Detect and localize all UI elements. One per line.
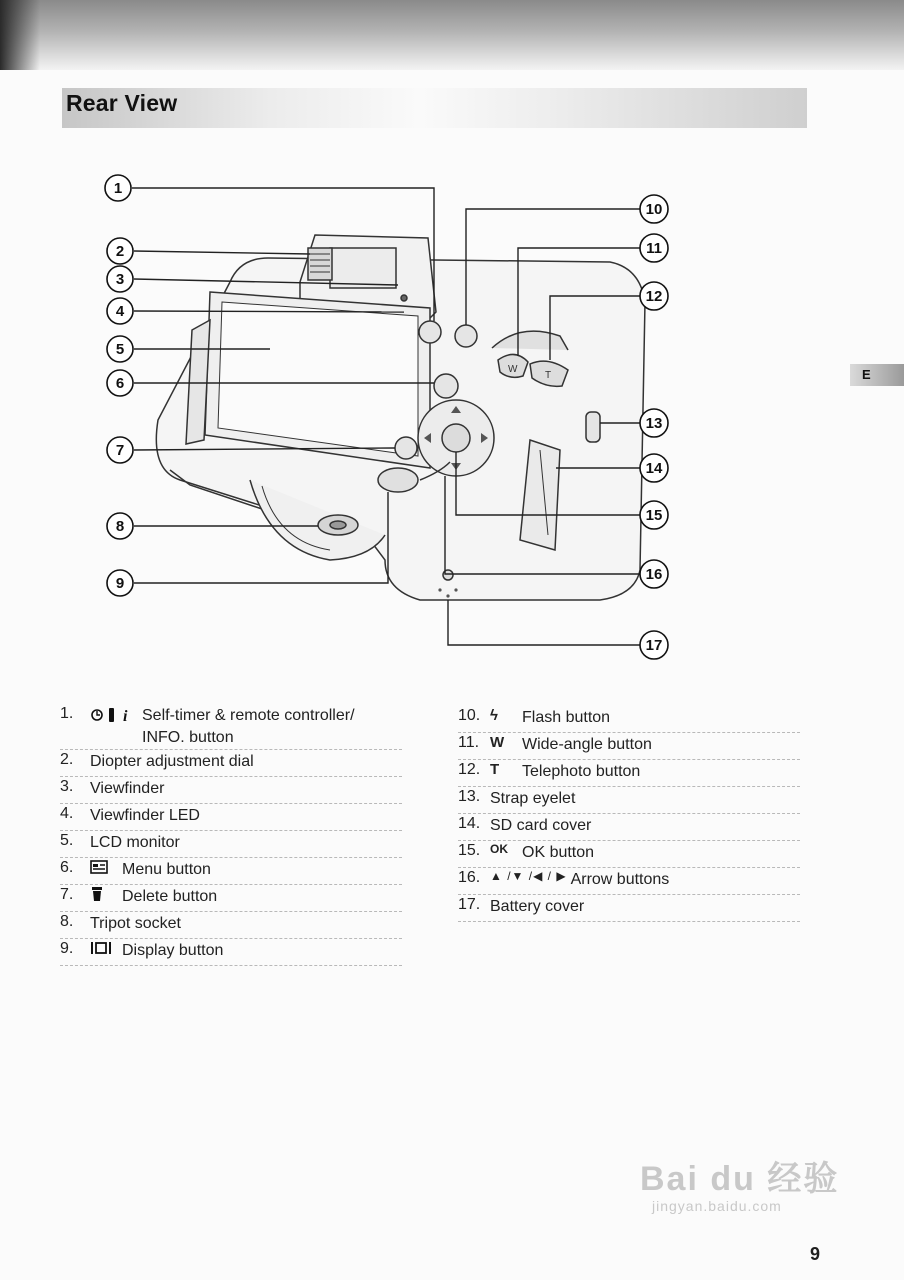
legend-item-7 — [60, 885, 402, 912]
legend-item-15 — [458, 841, 800, 868]
display-icon — [90, 940, 122, 956]
svg-text:i: i — [123, 708, 128, 725]
legend-item-12 — [458, 760, 800, 787]
callout-label: 14 — [645, 460, 663, 477]
callout-label: 2 — [115, 243, 125, 260]
legend-item-11 — [458, 733, 800, 760]
item-text: Strap eyelet — [490, 790, 576, 807]
callout-12 — [640, 282, 668, 310]
item-text: Self-timer & remote controller/ — [142, 707, 355, 724]
flash-icon: ϟ — [490, 707, 498, 724]
arrow-icons: ▲ /▼ /◀ / ▶ — [490, 869, 567, 883]
callout-label: 15 — [645, 507, 663, 524]
callout-5 — [107, 336, 133, 362]
legend-right — [458, 706, 800, 922]
item-number: 16. — [458, 869, 481, 886]
item-number: 10. — [458, 707, 481, 724]
item-text: Flash button — [522, 709, 611, 726]
legend-item-3 — [60, 777, 402, 804]
item-text: Delete button — [122, 888, 218, 905]
telephoto-icon: T — [490, 761, 500, 778]
item-text: Battery cover — [490, 898, 585, 915]
wide-angle-icon: W — [490, 734, 505, 751]
callout-label: 12 — [645, 288, 663, 305]
item-text: LCD monitor — [90, 834, 180, 851]
callout-label: 8 — [115, 518, 125, 535]
legend-item-5 — [60, 831, 402, 858]
callout-17 — [640, 631, 668, 659]
item-text: SD card cover — [490, 817, 592, 834]
legend-item-13 — [458, 787, 800, 814]
watermark-url: jingyan.baidu.com — [652, 1198, 782, 1214]
item-text-continued: INFO. button — [142, 729, 234, 746]
legend-item-17 — [458, 895, 800, 922]
item-number: 8. — [60, 913, 74, 930]
scanned-top-band — [0, 0, 904, 70]
callout-2 — [107, 238, 133, 264]
item-number: 14. — [458, 815, 481, 832]
self-timer-remote-info-icons — [90, 705, 142, 725]
callout-label: 1 — [113, 180, 123, 197]
item-text: Tripot socket — [90, 915, 181, 932]
item-text: Wide-angle button — [522, 736, 652, 753]
legend-item-10 — [458, 706, 800, 733]
callout-15 — [640, 501, 668, 529]
ok-icon: OK — [490, 842, 508, 856]
callout-label: 11 — [646, 240, 662, 257]
legend-item-2 — [60, 750, 402, 777]
callout-9 — [107, 570, 133, 596]
legend-item-1 — [60, 704, 402, 750]
callout-label: 5 — [115, 341, 125, 358]
callout-label: 10 — [645, 201, 663, 218]
callout-label: 13 — [645, 415, 663, 432]
item-text: Viewfinder — [90, 780, 165, 797]
item-number: 2. — [60, 751, 74, 768]
callout-16 — [640, 560, 668, 588]
callout-3 — [107, 266, 133, 292]
camera-rear-diagram — [0, 150, 904, 670]
legend-left — [60, 704, 402, 966]
callout-7 — [107, 437, 133, 463]
callout-label: 4 — [115, 303, 125, 320]
item-number: 4. — [60, 805, 74, 822]
item-number: 15. — [458, 842, 481, 859]
trash-icon — [90, 886, 122, 902]
item-number: 3. — [60, 778, 74, 795]
item-number: 9. — [60, 940, 74, 957]
legend-item-6 — [60, 858, 402, 885]
item-number: 11. — [458, 734, 480, 751]
callout-11 — [640, 234, 668, 262]
callout-1 — [105, 175, 131, 201]
item-text: Viewfinder LED — [90, 807, 200, 824]
callout-label: 7 — [115, 442, 125, 459]
item-number: 5. — [60, 832, 74, 849]
camera-illustration — [156, 235, 645, 600]
legend-item-14 — [458, 814, 800, 841]
legend-item-16 — [458, 868, 800, 895]
item-text: Menu button — [122, 861, 211, 878]
baidu-watermark — [640, 1160, 860, 1230]
legend-item-9 — [60, 939, 402, 966]
callout-6 — [107, 370, 133, 396]
callout-label: 16 — [645, 566, 663, 583]
menu-icon — [90, 859, 122, 875]
callout-14 — [640, 454, 668, 482]
item-number: 1. — [60, 705, 74, 722]
page-title: Rear View — [66, 90, 178, 116]
watermark-logo: Bai du 经验 — [640, 1160, 840, 1198]
page-number: 9 — [810, 1244, 821, 1264]
callout-label: 9 — [115, 575, 125, 592]
callout-8 — [107, 513, 133, 539]
item-number: 12. — [458, 761, 481, 778]
item-text: Display button — [122, 942, 224, 959]
item-number: 7. — [60, 886, 74, 903]
item-text: Diopter adjustment dial — [90, 753, 254, 770]
item-text: OK button — [522, 844, 595, 861]
svg-text:W: W — [508, 364, 518, 375]
callout-label: 3 — [115, 271, 125, 288]
item-number: 13. — [458, 788, 481, 805]
item-text: Telephoto button — [522, 763, 641, 780]
callout-4 — [107, 298, 133, 324]
legend-item-8 — [60, 912, 402, 939]
svg-text:T: T — [545, 370, 552, 381]
callout-label: 6 — [115, 375, 125, 392]
legend-item-4 — [60, 804, 402, 831]
callout-label: 17 — [645, 637, 663, 654]
item-number: 17. — [458, 896, 481, 913]
language-tab: E — [850, 364, 904, 386]
callout-10 — [640, 195, 668, 223]
callout-13 — [640, 409, 668, 437]
item-text: Arrow buttons — [570, 871, 670, 888]
item-number: 6. — [60, 859, 74, 876]
